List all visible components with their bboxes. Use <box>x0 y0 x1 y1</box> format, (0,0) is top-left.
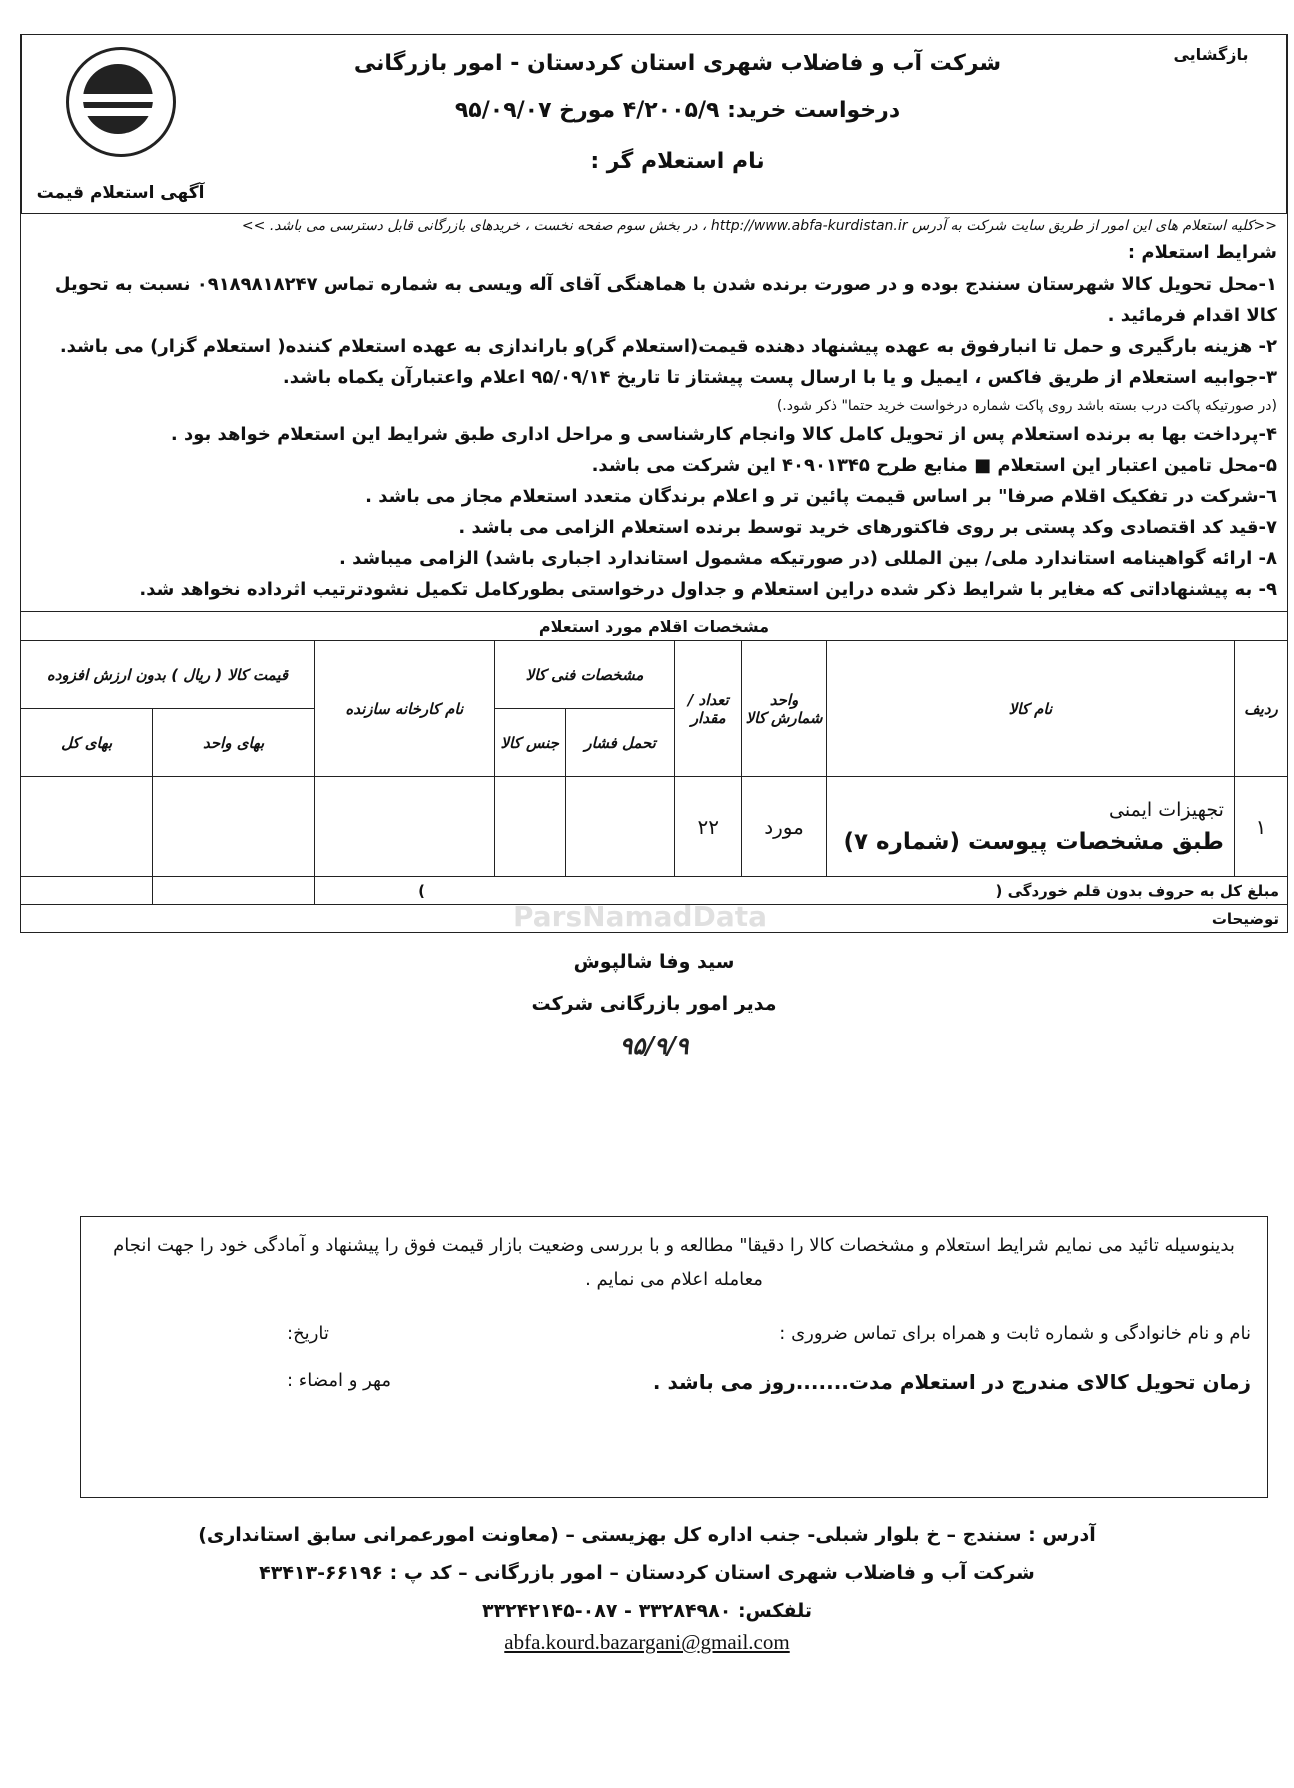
confirmation-text: بدینوسیله تائید می نمایم شرایط استعلام و مشخصات کالا را دقیقا" مطالعه و با بررسی وضعیت بازار قیمت فوق را پیشنهاد و آمادگی خود را جهت انجام معامله اعلام می نمایم . <box>113 1235 1235 1290</box>
contact-name-label: نام و نام خانوادگی و شماره ثابت و همراه برای تماس ضروری : <box>779 1323 1251 1344</box>
total-words-label: مبلغ کل به حروف بدون قلم خوردگی ( <box>995 881 1279 900</box>
footer-company: شرکت آب و فاضلاب شهری استان کردستان – امور بازرگانی – کد پ : ۶۶۱۹۶-۴۳۴۱۳ <box>259 1562 1035 1584</box>
col-pressure: تحمل فشار <box>565 709 675 777</box>
footer <box>0 1516 1294 1655</box>
items-table-title: مشخصات اقلام مورد استعلام <box>21 612 1288 641</box>
row-number: ۱ <box>1234 777 1287 877</box>
item-quantity: ۲۲ <box>675 777 742 877</box>
condition-item: ۸- ارائه گواهینامه استاندارد ملی/ بین المللی (در صورتیکه مشمول استاندارد اجباری باشد) الزامی میباشد . <box>339 548 1277 569</box>
website-note: <<کلیه استعلام های این امور از طریق سایت شرکت به آدرس http://www.abfa-kurdistan.ir ، در بخش سوم صفحه نخست ، خریدهای بازرگانی قابل دسترسی می باشد. >> <box>241 218 1277 234</box>
item-factory <box>314 777 494 877</box>
opening-label: بازگشایی <box>1136 35 1287 213</box>
col-price: قیمت کالا ( ریال ) بدون ارزش افزوده <box>21 641 315 709</box>
description-row: توضیحات <box>21 905 1288 933</box>
company-title: شرکت آب و فاضلاب شهری استان کردستان - امور بازرگانی <box>353 51 1002 76</box>
item-unit-price <box>153 777 315 877</box>
confirmation-box <box>80 1216 1268 1498</box>
condition-item: ۳-جوابیه استعلام از طریق فاکس ، ایمیل و یا با ارسال پست پیشتاز تا تاریخ ۹۵/۰۹/۱۴ اعلام واعتبارآن یکماه باشد. <box>282 367 1277 388</box>
logo-block <box>21 35 219 213</box>
condition-item: ۹- به پیشنهاداتی که مغایر با شرایط ذکر شده دراین استعلام و جداول درخواستی بطورکامل تکمیل نشودترتیب اثرداده نخواهد شد. <box>139 579 1277 600</box>
purchase-request: درخواست خرید: ۴/۲۰۰۵/۹ مورخ ۹۵/۰۹/۰۷ <box>454 98 901 123</box>
envelope-note: (در صورتیکه پاکت درب بسته باشد روی پاکت شماره درخواست خرید حتما" ذکر شود.) <box>776 398 1277 414</box>
condition-item: ۴-پرداخت بها به برنده استعلام پس از تحویل کامل کالا وانجام کارشناسی و مراحل اداری طبق شرایط این استعلام خواهد بود . <box>170 424 1277 445</box>
col-item-name: نام کالا <box>826 641 1234 777</box>
item-name-cell <box>826 777 1234 877</box>
delivery-time: زمان تحویل کالای مندرج در استعلام مدت.......روز می باشد . <box>652 1370 1251 1394</box>
col-material: جنس کالا <box>494 709 565 777</box>
item-name-line1: تجهیزات ایمنی <box>1109 798 1224 821</box>
conditions-title: شرایط استعلام : <box>1127 242 1277 263</box>
company-logo-icon <box>66 47 176 157</box>
header-center <box>219 35 1136 213</box>
col-total-price: بهای کل <box>21 709 153 777</box>
conditions-section <box>20 214 1288 612</box>
col-factory: نام کارخانه سازنده <box>314 641 494 777</box>
inquirer-name: نام استعلام گر : <box>590 149 765 174</box>
date-label: تاریخ: <box>287 1323 329 1344</box>
col-tech-spec: مشخصات فنی کالا <box>494 641 675 709</box>
item-unit: مورد <box>742 777 827 877</box>
condition-item: ۲- هزینه بارگیری و حمل تا انبارفوق به عهده پیشنهاد دهنده قیمت(استعلام گر)و باراندازی به عهده استعلام کننده( استعلام گزار) می باشد. <box>59 336 1277 357</box>
manager-name: سید وفا شالپوش <box>573 951 735 973</box>
item-total-price <box>21 777 153 877</box>
signature-block <box>20 951 1288 1060</box>
col-unit: واحد شمارش کالا <box>742 641 827 777</box>
footer-address: آدرس : سنندج – خ بلوار شبلی- جنب اداره کل بهزیستی – (معاونت امورعمرانی سابق استانداری) <box>198 1524 1096 1546</box>
items-table <box>20 612 1288 933</box>
condition-item: ٦-شرکت در تفکیک اقلام صرفا" بر اساس قیمت پائین تر و اعلام برندگان متعدد استعلام مجاز می باشد . <box>365 486 1277 507</box>
col-quantity: تعداد / مقدار <box>675 641 742 777</box>
table-row <box>21 777 1288 877</box>
condition-item: ۱-محل تحویل کالا شهرستان سنندج بوده و در صورت برنده شدن با هماهنگی آقای آله ویسی به شماره تماس ۰۹۱۸۹۸۱۸۲۴۷ نسبت به تحویل کالا اقدام فرمائید . <box>54 274 1277 326</box>
condition-item: ۵-محل تامین اعتبار این استعلام ■ منابع طرح ۴۰۹۰۱۳۴۵ این شرکت می باشد. <box>591 455 1277 476</box>
watermark: ParsNamadData <box>513 900 767 933</box>
item-name-line2: طبق مشخصات پیوست (شماره ۷) <box>843 828 1224 855</box>
signature-date: ۹۵/۹/۹ <box>619 1031 689 1060</box>
footer-phone: تلفکس: ۳۳۲۸۴۹۸۰ - ۰۸۷-۳۳۲۴۲۱۴۵ <box>481 1600 813 1622</box>
manager-role: مدیر امور بازرگانی شرکت <box>531 993 777 1015</box>
document-header <box>20 34 1288 214</box>
logo-caption: آگهی استعلام قیمت <box>36 183 205 203</box>
footer-email[interactable]: abfa.kourd.bazargani@gmail.com <box>504 1630 790 1654</box>
col-unit-price: بهای واحد <box>153 709 315 777</box>
col-row: ردیف <box>1234 641 1287 777</box>
item-pressure <box>565 777 675 877</box>
item-material <box>494 777 565 877</box>
condition-item: ۷-قید کد اقتصادی وکد پستی بر روی فاکتورهای خرید توسط برنده استعلام الزامی می باشد . <box>458 517 1277 538</box>
seal-label: مهر و امضاء : <box>287 1370 391 1391</box>
total-words-close: ) <box>418 881 426 900</box>
